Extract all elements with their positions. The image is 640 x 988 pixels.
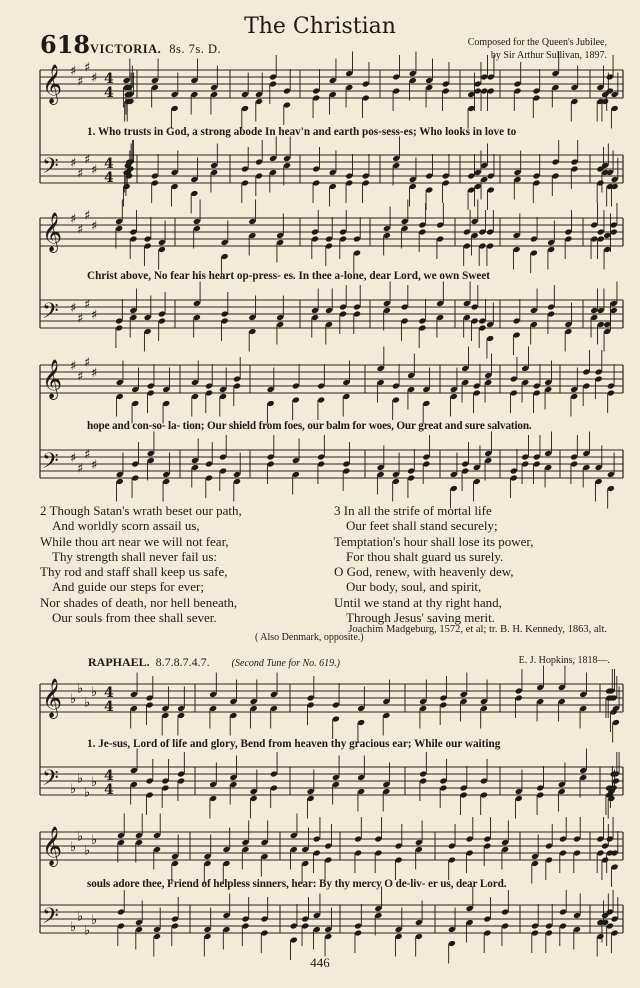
verse-line: Temptation's hour shall lose its power, bbox=[334, 533, 534, 549]
clef-treble: 𝄞 bbox=[42, 678, 63, 718]
verse-line: Thy strength shall never fail us: bbox=[52, 548, 217, 564]
key-signature-sharp: ♯ bbox=[70, 64, 77, 79]
verse-line: Until we stand at thy right hand, bbox=[334, 594, 502, 610]
verse-line: And guide our steps for ever; bbox=[52, 579, 204, 595]
time-signature-top: 4 bbox=[104, 768, 114, 784]
key-signature-sharp: ♯ bbox=[77, 311, 84, 327]
clef-treble: 𝄞 bbox=[42, 359, 63, 399]
key-signature-flat: ♭ bbox=[84, 843, 91, 859]
composer-line-2: by Sir Arthur Sullivan, 1897. bbox=[490, 50, 607, 61]
verse-line: Our body, soul, and spirit, bbox=[346, 579, 482, 595]
time-signature-bottom: 4 bbox=[104, 170, 114, 186]
also-note: ( Also Denmark, opposite.) bbox=[255, 632, 364, 643]
key-signature-flat: ♭ bbox=[70, 920, 77, 935]
key-signature-sharp: ♯ bbox=[70, 301, 77, 316]
clef-bass: 𝄢 bbox=[42, 766, 59, 796]
key-signature-sharp: ♯ bbox=[77, 461, 84, 477]
time-signature-bottom: 4 bbox=[104, 782, 114, 798]
verse-line: Our souls from thee shall sever. bbox=[52, 610, 217, 626]
key-signature-flat: ♭ bbox=[84, 923, 91, 939]
key-signature-sharp: ♯ bbox=[91, 366, 98, 381]
lyric-line-4: 1. Je-sus, Lord of life and glory, Bend from heaven thy gracious ear; While our waiting bbox=[87, 738, 501, 750]
key-signature-sharp: ♯ bbox=[84, 208, 91, 224]
time-signature-top: 4 bbox=[104, 71, 114, 87]
key-signature-sharp: ♯ bbox=[84, 152, 91, 168]
verse-line: 3 In all the strife of mortal life bbox=[334, 503, 492, 518]
key-signature-sharp: ♯ bbox=[70, 451, 77, 466]
key-signature-sharp: ♯ bbox=[77, 222, 84, 238]
key-signature-flat: ♭ bbox=[77, 909, 84, 925]
key-signature-sharp: ♯ bbox=[91, 163, 98, 178]
key-signature-flat: ♭ bbox=[91, 685, 98, 700]
second-tune-composer: E. J. Hopkins, 1818—. bbox=[518, 655, 610, 666]
key-signature-sharp: ♯ bbox=[70, 212, 77, 227]
clef-treble: 𝄞 bbox=[42, 64, 63, 104]
key-signature-sharp: ♯ bbox=[77, 74, 84, 90]
tune-name: VICTORIA. bbox=[90, 42, 162, 56]
page-number: 446 bbox=[310, 955, 330, 970]
key-signature-flat: ♭ bbox=[77, 829, 84, 845]
key-signature-sharp: ♯ bbox=[84, 355, 91, 371]
verse-line: O God, renew, with heavenly dew, bbox=[334, 564, 514, 580]
key-signature-flat: ♭ bbox=[91, 913, 98, 928]
key-signature-sharp: ♯ bbox=[84, 297, 91, 313]
composer-line-1: Composed for the Queen's Jubilee, bbox=[467, 37, 607, 48]
key-signature-sharp: ♯ bbox=[77, 369, 84, 385]
key-signature-flat: ♭ bbox=[77, 771, 84, 787]
lyric-line-1: 1. Who trusts in God, a strong abode In heav'n and earth pos-sess-es; Who looks in love to bbox=[87, 126, 517, 138]
second-tune-name: RAPHAEL. bbox=[88, 655, 150, 669]
tune-meter: 8s. 7s. D. bbox=[169, 42, 222, 56]
lyric-line-3: hope and con-so- la- tion; Our shield from foes, our balm for woes, Our great and sure salvation. bbox=[87, 420, 532, 432]
key-signature-flat: ♭ bbox=[84, 785, 91, 801]
verse-2 bbox=[40, 503, 242, 625]
clef-treble: 𝄞 bbox=[42, 826, 63, 866]
clef-bass: 𝄢 bbox=[42, 299, 59, 329]
key-signature-flat: ♭ bbox=[70, 840, 77, 855]
clef-bass: 𝄢 bbox=[42, 154, 59, 184]
key-signature-sharp: ♯ bbox=[77, 166, 84, 182]
time-signature-bottom: 4 bbox=[104, 699, 114, 715]
page-header: The Christian bbox=[244, 14, 396, 39]
verse-line: Our feet shall stand securely; bbox=[346, 518, 498, 534]
key-signature-flat: ♭ bbox=[70, 782, 77, 797]
key-signature-flat: ♭ bbox=[70, 692, 77, 707]
verse-line: Thy rod and staff shall keep us safe, bbox=[40, 564, 228, 580]
verse-line: And worldly scorn assail us, bbox=[52, 518, 200, 534]
time-signature-bottom: 4 bbox=[104, 85, 114, 101]
key-signature-flat: ♭ bbox=[91, 775, 98, 790]
verse-3 bbox=[334, 503, 534, 625]
time-signature-top: 4 bbox=[104, 685, 114, 701]
key-signature-sharp: ♯ bbox=[70, 156, 77, 171]
second-tune-meter: 8.7.8.7.4.7. bbox=[155, 655, 210, 669]
clef-treble: 𝄞 bbox=[42, 212, 63, 252]
verse-line: Nor shades of death, nor hell beneath, bbox=[40, 594, 238, 610]
key-signature-flat: ♭ bbox=[91, 833, 98, 848]
key-signature-sharp: ♯ bbox=[91, 219, 98, 234]
lyric-line-5: souls adore thee, Friend of helpless sinners, hear: By thy mercy O de-liv- er us, dear Lord. bbox=[87, 878, 507, 890]
hymn-number: 618 bbox=[40, 30, 91, 59]
key-signature-flat: ♭ bbox=[84, 695, 91, 711]
second-tune-note: (Second Tune for No. 619.) bbox=[231, 658, 340, 669]
text-attribution: Joachim Madgeburg, 1572, et al; tr. B. H. Kennedy, 1863, alt. bbox=[348, 624, 607, 635]
key-signature-flat: ♭ bbox=[77, 681, 84, 697]
verse-line: For thou shalt guard us surely. bbox=[346, 548, 504, 564]
key-signature-sharp: ♯ bbox=[84, 60, 91, 76]
verse-line: While thou art near we will not fear, bbox=[40, 533, 229, 549]
second-tune-title bbox=[88, 655, 340, 670]
lyric-line-2: Christ above, No fear his heart op-press- es. In thee a-lone, dear Lord, we own Sweet bbox=[87, 270, 491, 282]
key-signature-sharp: ♯ bbox=[91, 71, 98, 86]
key-signature-sharp: ♯ bbox=[91, 308, 98, 323]
key-signature-sharp: ♯ bbox=[70, 359, 77, 374]
clef-bass: 𝄢 bbox=[42, 449, 59, 479]
verse-line: 2 Though Satan's wrath beset our path, bbox=[40, 503, 242, 518]
time-signature-top: 4 bbox=[104, 156, 114, 172]
key-signature-sharp: ♯ bbox=[84, 447, 91, 463]
verse-line: Through Jesus' saving merit. bbox=[346, 610, 495, 626]
clef-bass: 𝄢 bbox=[42, 904, 59, 934]
key-signature-sharp: ♯ bbox=[91, 458, 98, 473]
